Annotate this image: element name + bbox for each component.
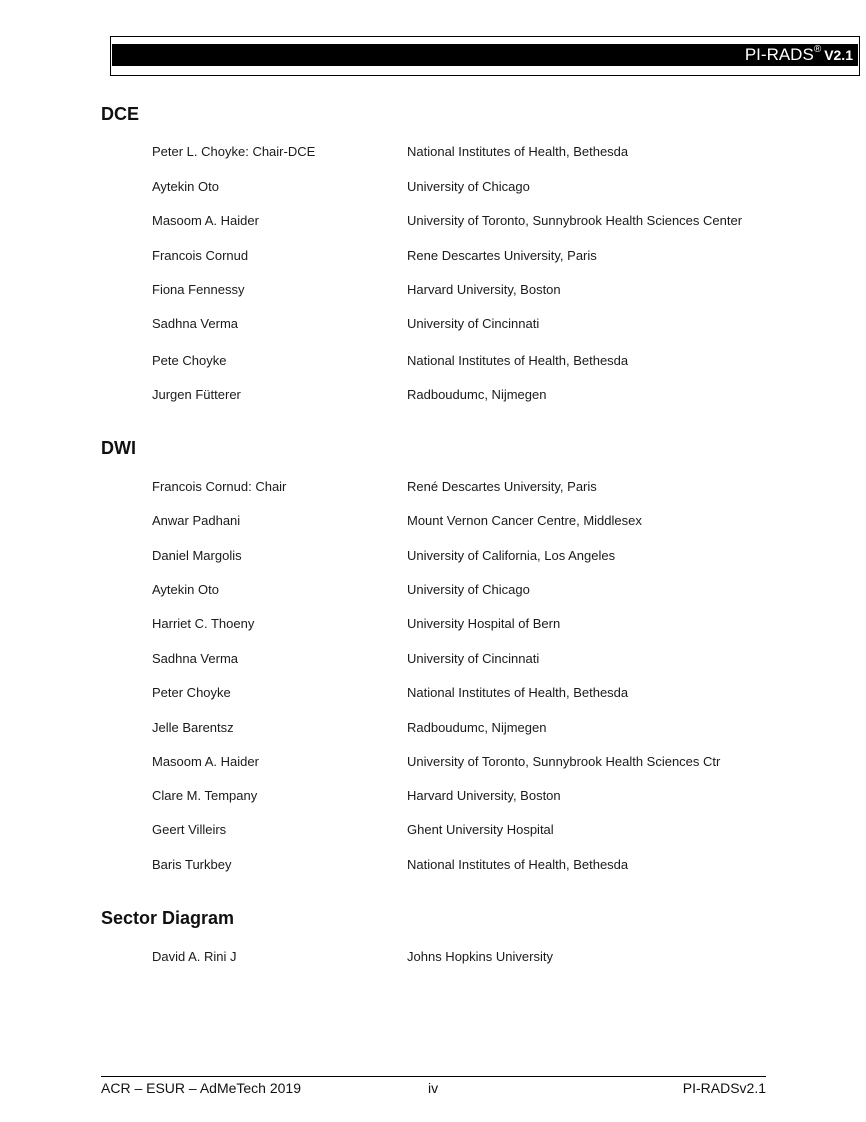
member-institution: National Institutes of Health, Bethesda	[407, 144, 629, 159]
member-institution: Ghent University Hospital	[407, 822, 554, 837]
member-name: Clare M. Tempany	[152, 788, 258, 803]
member-institution: University of Toronto, Sunnybrook Health Sciences Ctr	[407, 754, 721, 769]
member-institution: National Institutes of Health, Bethesda	[407, 685, 629, 700]
member-institution: National Institutes of Health, Bethesda	[407, 353, 629, 368]
member-institution: University of Cincinnati	[407, 651, 540, 666]
member-name: Pete Choyke	[152, 353, 227, 368]
list-item	[152, 787, 792, 805]
member-institution: René Descartes University, Paris	[407, 479, 597, 494]
registered-mark: ®	[813, 44, 822, 55]
member-name: Aytekin Oto	[152, 179, 219, 194]
member-name: Fiona Fennessy	[152, 282, 245, 297]
member-institution: Radboudumc, Nijmegen	[407, 720, 547, 735]
list-item	[152, 386, 792, 404]
footer-left: ACR – ESUR – AdMeTech 2019	[101, 1080, 301, 1096]
member-name: Jurgen Fütterer	[152, 387, 241, 402]
member-institution: Radboudumc, Nijmegen	[407, 387, 547, 402]
member-name: Masoom A. Haider	[152, 213, 259, 228]
member-name: Aytekin Oto	[152, 582, 219, 597]
page-number: iv	[428, 1080, 439, 1096]
list-item	[152, 719, 792, 737]
list-item	[152, 615, 792, 633]
list-item	[152, 547, 792, 565]
member-institution: University of California, Los Angeles	[407, 548, 616, 563]
list-item	[152, 650, 792, 668]
member-name: Geert Villeirs	[152, 822, 227, 837]
list-item	[152, 143, 792, 161]
section-title-sector-diagram: Sector Diagram	[101, 908, 235, 928]
list-item	[152, 352, 792, 370]
member-name: David A. Rini J	[152, 949, 237, 964]
member-institution: Harvard University, Boston	[407, 788, 561, 803]
header-bar	[112, 44, 858, 66]
section-title-dce: DCE	[101, 104, 140, 124]
list-item	[152, 856, 792, 874]
list-item	[152, 753, 792, 771]
member-name: Sadhna Verma	[152, 651, 239, 666]
member-institution: National Institutes of Health, Bethesda	[407, 857, 629, 872]
member-institution: University of Chicago	[407, 179, 530, 194]
member-name: Daniel Margolis	[152, 548, 242, 563]
list-item	[152, 315, 792, 333]
member-name: Masoom A. Haider	[152, 754, 259, 769]
member-name: Jelle Barentsz	[152, 720, 234, 735]
footer-right: PI-RADSv2.1	[682, 1080, 766, 1096]
member-institution: University of Toronto, Sunnybrook Health Sciences Center	[407, 213, 743, 228]
member-institution: University of Chicago	[407, 582, 530, 597]
section-title-dwi: DWI	[101, 438, 136, 458]
member-institution: Mount Vernon Cancer Centre, Middlesex	[407, 513, 642, 528]
list-item	[152, 212, 792, 230]
member-name: Peter Choyke	[152, 685, 231, 700]
header-brand: PI-RADS	[744, 45, 814, 64]
member-name: Francois Cornud: Chair	[152, 479, 287, 494]
list-item	[152, 684, 792, 702]
member-name: Harriet C. Thoeny	[152, 616, 255, 631]
member-institution: University of Cincinnati	[407, 316, 540, 331]
member-name: Anwar Padhani	[152, 513, 241, 528]
footer-divider	[101, 1076, 766, 1077]
member-institution: Harvard University, Boston	[407, 282, 561, 297]
list-item	[152, 247, 792, 265]
member-institution: Johns Hopkins University	[407, 949, 553, 964]
list-item	[152, 821, 792, 839]
list-item	[152, 512, 792, 530]
list-item	[152, 948, 792, 966]
list-item	[152, 581, 792, 599]
header-box	[110, 36, 860, 76]
list-item	[152, 478, 792, 496]
member-name: Peter L. Choyke: Chair-DCE	[152, 144, 316, 159]
member-name: Francois Cornud	[152, 248, 249, 263]
member-name: Baris Turkbey	[152, 857, 232, 872]
list-item	[152, 178, 792, 196]
header-version: V2.1	[824, 47, 853, 63]
list-item	[152, 281, 792, 299]
member-name: Sadhna Verma	[152, 316, 239, 331]
member-institution: University Hospital of Bern	[407, 616, 561, 631]
member-institution: Rene Descartes University, Paris	[407, 248, 597, 263]
